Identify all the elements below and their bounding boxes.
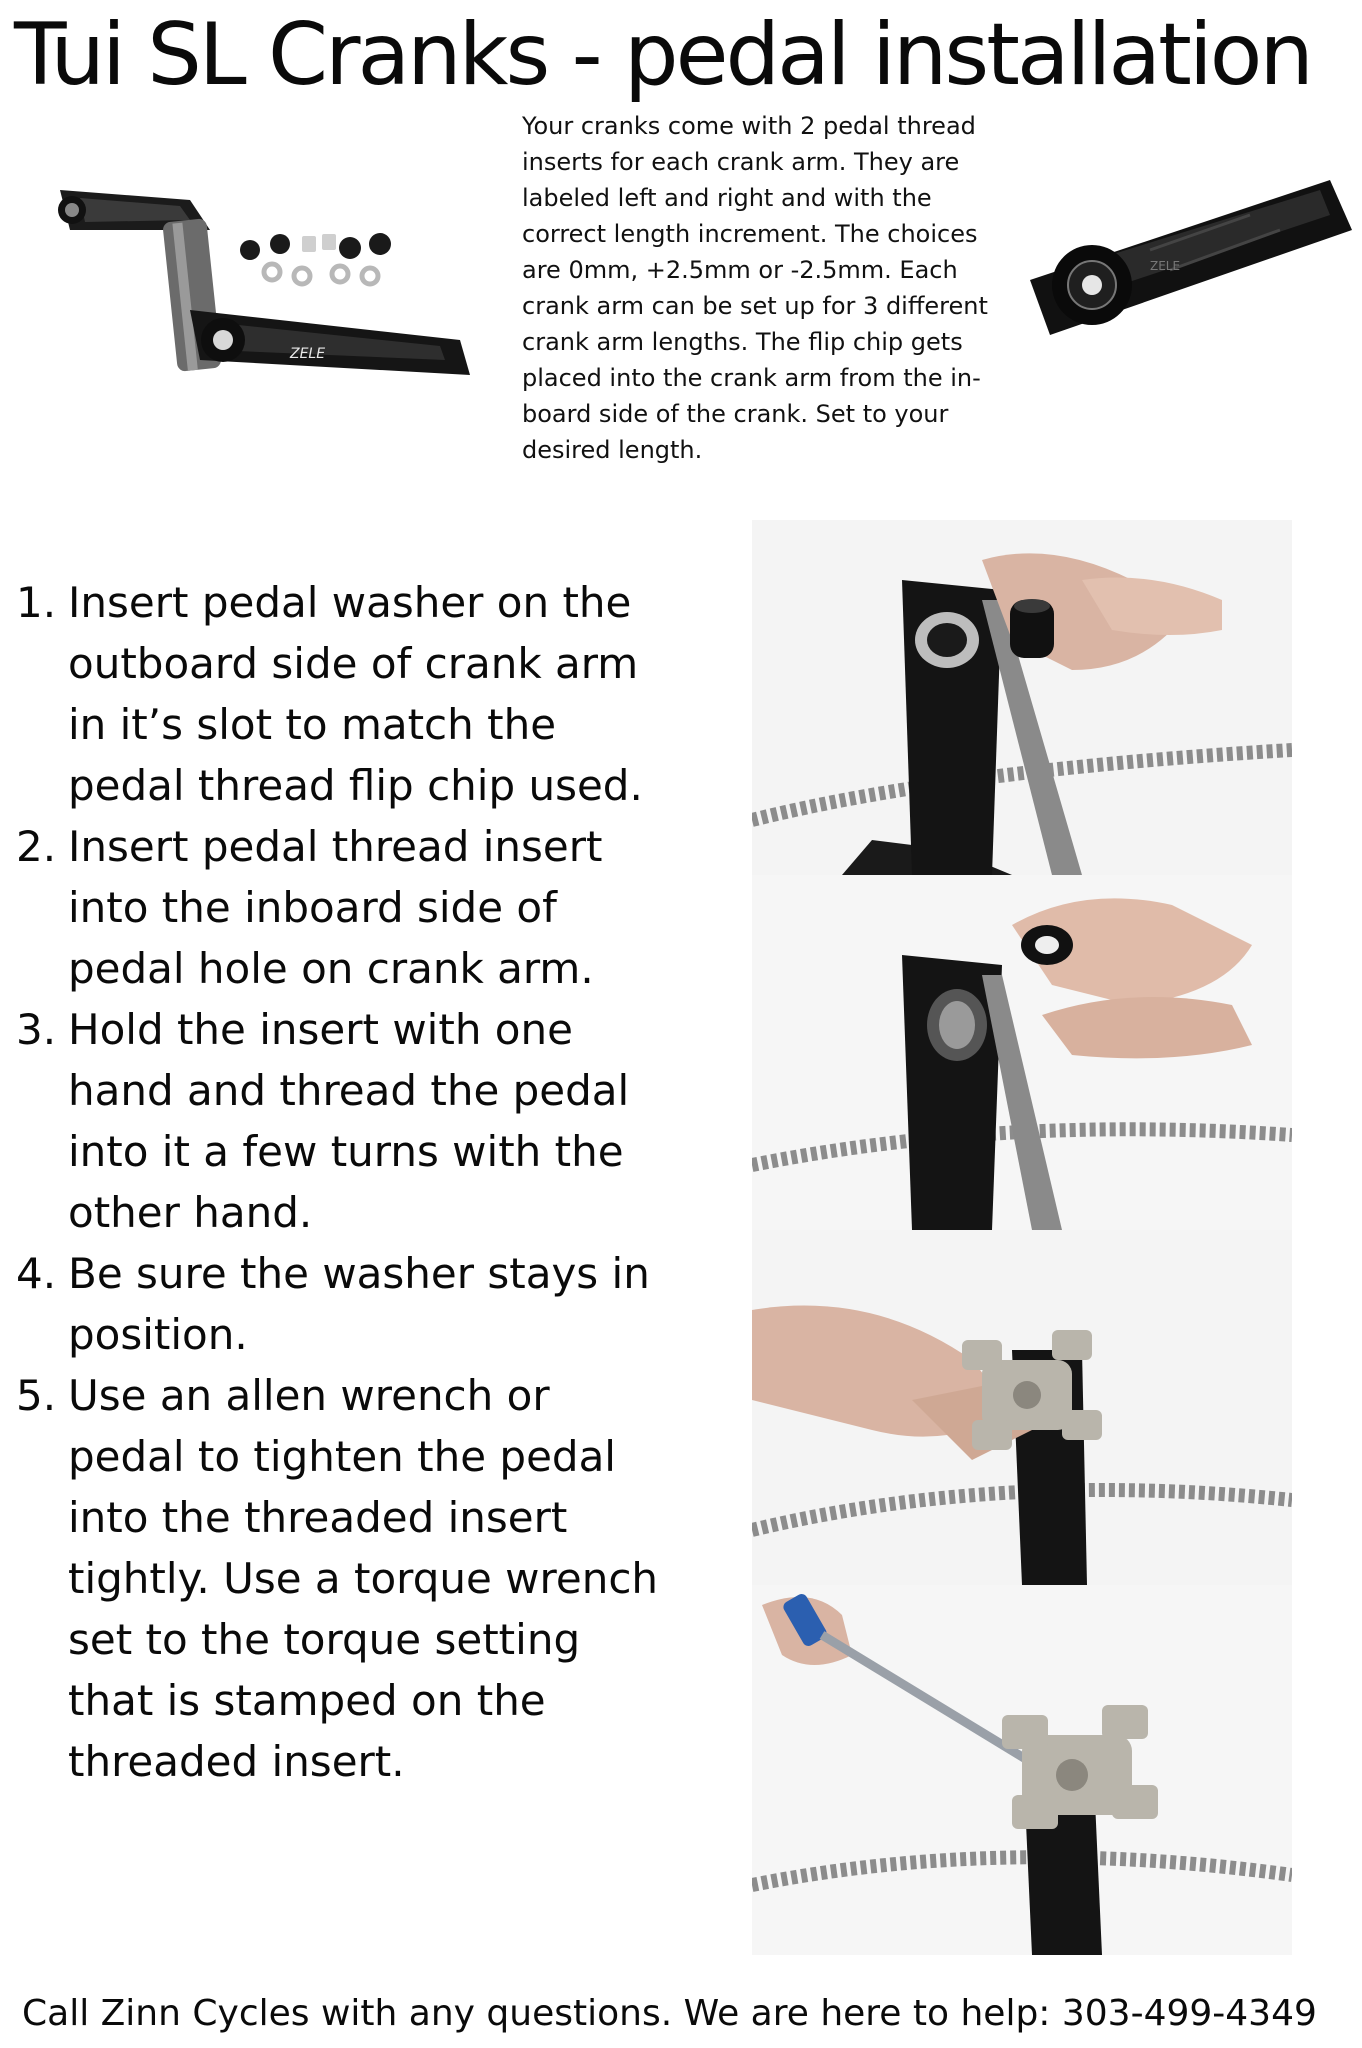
step-text: Insert pedal thread insert into the inboard side of pedal hole on crank arm. bbox=[68, 822, 603, 993]
step-text: Be sure the washer stays in position. bbox=[68, 1249, 650, 1359]
step-number: 4. bbox=[16, 1249, 57, 1298]
crank-arm-closeup-photo bbox=[1030, 160, 1352, 335]
step-item bbox=[16, 816, 676, 999]
instruction-steps bbox=[16, 572, 676, 1792]
step-item bbox=[16, 1365, 676, 1792]
step-item bbox=[16, 572, 676, 816]
crank-arm-text: ZELE bbox=[1150, 259, 1181, 273]
step1-washer-photo bbox=[752, 520, 1292, 875]
crank-brand-text: ZELE bbox=[290, 346, 326, 362]
step-number: 5. bbox=[16, 1371, 57, 1420]
intro-paragraph: Your cranks come with 2 pedal thread inserts for each crank arm. They are labeled left and right and with the correct length increment. The choices are 0mm, +2.5mm or -2.5mm. Each crank arm can be set up for 3 different crank arm lengths. The flip chip gets placed into the crank arm from the in-board side of the crank. Set to your desired length. bbox=[522, 112, 988, 464]
crankset-photo bbox=[40, 160, 480, 400]
step5-wrench-photo bbox=[752, 1585, 1292, 1955]
step-text: Use an allen wrench or pedal to tighten the pedal into the threaded insert tightly. Use a torque wrench set to the torque setting that is stamped on the threaded insert. bbox=[68, 1371, 659, 1786]
page-title: Tui SL Cranks - pedal installation bbox=[14, 5, 1311, 105]
step-item bbox=[16, 1243, 676, 1365]
step-text: Insert pedal washer on the outboard side of crank arm in it’s slot to match the pedal thread flip chip used. bbox=[68, 578, 643, 810]
step-item bbox=[16, 999, 676, 1243]
step-number: 3. bbox=[16, 1005, 57, 1054]
contact-footer: Call Zinn Cycles with any questions. We are here to help: 303-499-4349 bbox=[22, 1993, 1317, 2034]
step-text: Hold the insert with one hand and thread the pedal into it a few turns with the other hand. bbox=[68, 1005, 630, 1237]
step3-pedal-photo bbox=[752, 1230, 1292, 1585]
step-number: 1. bbox=[16, 578, 57, 627]
step2-insert-photo bbox=[752, 875, 1292, 1230]
step-number: 2. bbox=[16, 822, 57, 871]
